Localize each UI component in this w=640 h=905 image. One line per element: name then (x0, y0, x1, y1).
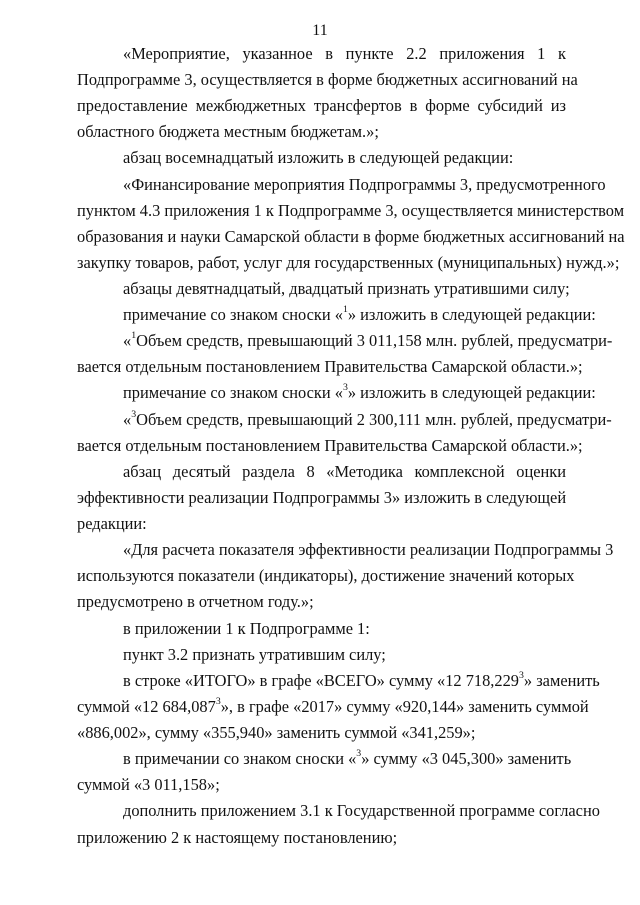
text-segment: Подпрограмме 3, осуществляется в форме бюджетных ассигнований на (77, 70, 578, 89)
text-line (123, 801, 600, 821)
text-line (77, 514, 147, 534)
text-line (77, 696, 589, 717)
text-segment: дополнить приложением 3.1 к Государственной программе согласно (123, 801, 600, 820)
text-segment: «Финансирование мероприятия Подпрограммы 3, предусмотренного (123, 175, 606, 194)
text-line (77, 122, 379, 142)
text-line (123, 619, 370, 639)
text-segment: приложению 2 к настоящему постановлению; (77, 828, 398, 847)
text-segment: вается отдельным постановлением Правительства Самарской области.»; (77, 357, 583, 376)
text-segment: », в графе «2017» сумму «920,144» заменить суммой (220, 697, 589, 716)
page-number: 11 (312, 22, 328, 39)
text-line (77, 775, 220, 795)
text-line (77, 227, 625, 247)
text-line (123, 409, 612, 430)
text-line (77, 566, 575, 586)
text-line (77, 70, 578, 90)
text-line (77, 488, 566, 508)
text-segment: Объем средств, превышающий 2 300,111 млн. рублей, предусматри- (136, 410, 612, 429)
footnote-mark: 3 (356, 748, 362, 760)
text-segment: абзацы девятнадцатый, двадцатый признать утратившими силу; (123, 279, 570, 298)
text-line (77, 357, 583, 377)
text-segment: « (123, 410, 132, 429)
text-segment: » изложить в следующей редакции: (347, 383, 596, 402)
text-segment: предусмотрено в отчетном году.»; (77, 592, 314, 611)
text-segment: эффективности реализации Подпрограммы 3» изложить в следующей (77, 488, 567, 507)
text-segment: образования и науки Самарской области в форме бюджетных ассигнований на (77, 227, 625, 246)
text-segment: «886,002», сумму «355,940» заменить суммой «341,259»; (77, 723, 476, 742)
text-segment: абзац восемнадцатый изложить в следующей редакции: (123, 148, 514, 167)
text-line (123, 330, 613, 351)
footnote-mark: 3 (518, 670, 524, 682)
text-line (77, 253, 620, 273)
text-segment: в приложении 1 к Подпрограмме 1: (123, 619, 370, 638)
text-segment: суммой «3 011,158»; (77, 775, 220, 794)
text-segment: областного бюджета местным бюджетам.»; (77, 122, 379, 141)
text-segment: пункт 3.2 признать утратившим силу; (123, 645, 386, 664)
text-line (77, 201, 625, 221)
footnote-mark: 3 (342, 382, 348, 394)
text-segment: суммой «12 684,087 (77, 697, 216, 716)
text-line (123, 540, 614, 560)
text-segment: примечание со знаком сноски « (123, 383, 343, 402)
text-line (123, 670, 600, 691)
text-segment: примечание со знаком сноски « (123, 305, 343, 324)
text-line (77, 592, 314, 612)
footnote-mark: 3 (131, 409, 137, 421)
text-line (123, 175, 606, 195)
text-line (77, 723, 475, 743)
text-segment: «Для расчета показателя эффективности реализации Подпрограммы 3 (123, 540, 614, 559)
text-line (123, 305, 596, 325)
text-line (123, 462, 566, 482)
text-segment: «Мероприятие, указанное в пункте 2.2 приложения 1 к (123, 44, 566, 63)
text-segment: вается отдельным постановлением Правительства Самарской области.»; (77, 436, 583, 455)
text-segment: закупку товаров, работ, услуг для государственных (муниципальных) нужд.»; (77, 253, 620, 272)
footnote-mark: 1 (131, 330, 137, 342)
text-segment: абзац десятый раздела 8 «Методика комплексной оценки (123, 462, 566, 481)
footnote-mark: 3 (215, 696, 221, 708)
text-line (77, 436, 583, 456)
text-line (77, 828, 397, 848)
text-segment: в строке «ИТОГО» в графе «ВСЕГО» сумму «12 718,229 (123, 671, 519, 690)
text-segment: предоставление межбюджетных трансфертов в форме субсидий из (77, 96, 566, 115)
text-segment: пунктом 4.3 приложения 1 к Подпрограмме 3, осуществляется министерством (77, 201, 625, 220)
text-segment: редакции: (77, 514, 147, 533)
text-segment: в примечании со знаком сноски « (123, 749, 357, 768)
text-line (77, 96, 566, 116)
text-segment: Объем средств, превышающий 3 011,158 млн. рублей, предусматри- (136, 331, 613, 350)
text-segment: » изложить в следующей редакции: (347, 305, 596, 324)
text-segment: используются показатели (индикаторы), достижение значений которых (77, 566, 575, 585)
text-line (123, 148, 513, 168)
text-line (123, 44, 566, 64)
text-line (123, 748, 572, 769)
text-segment: » сумму «3 045,300» заменить (361, 749, 572, 768)
text-line (123, 279, 570, 299)
footnote-mark: 1 (342, 304, 348, 316)
text-segment: » заменить (523, 671, 600, 690)
text-line (123, 383, 596, 403)
text-segment: « (123, 331, 132, 350)
text-line (123, 645, 386, 665)
